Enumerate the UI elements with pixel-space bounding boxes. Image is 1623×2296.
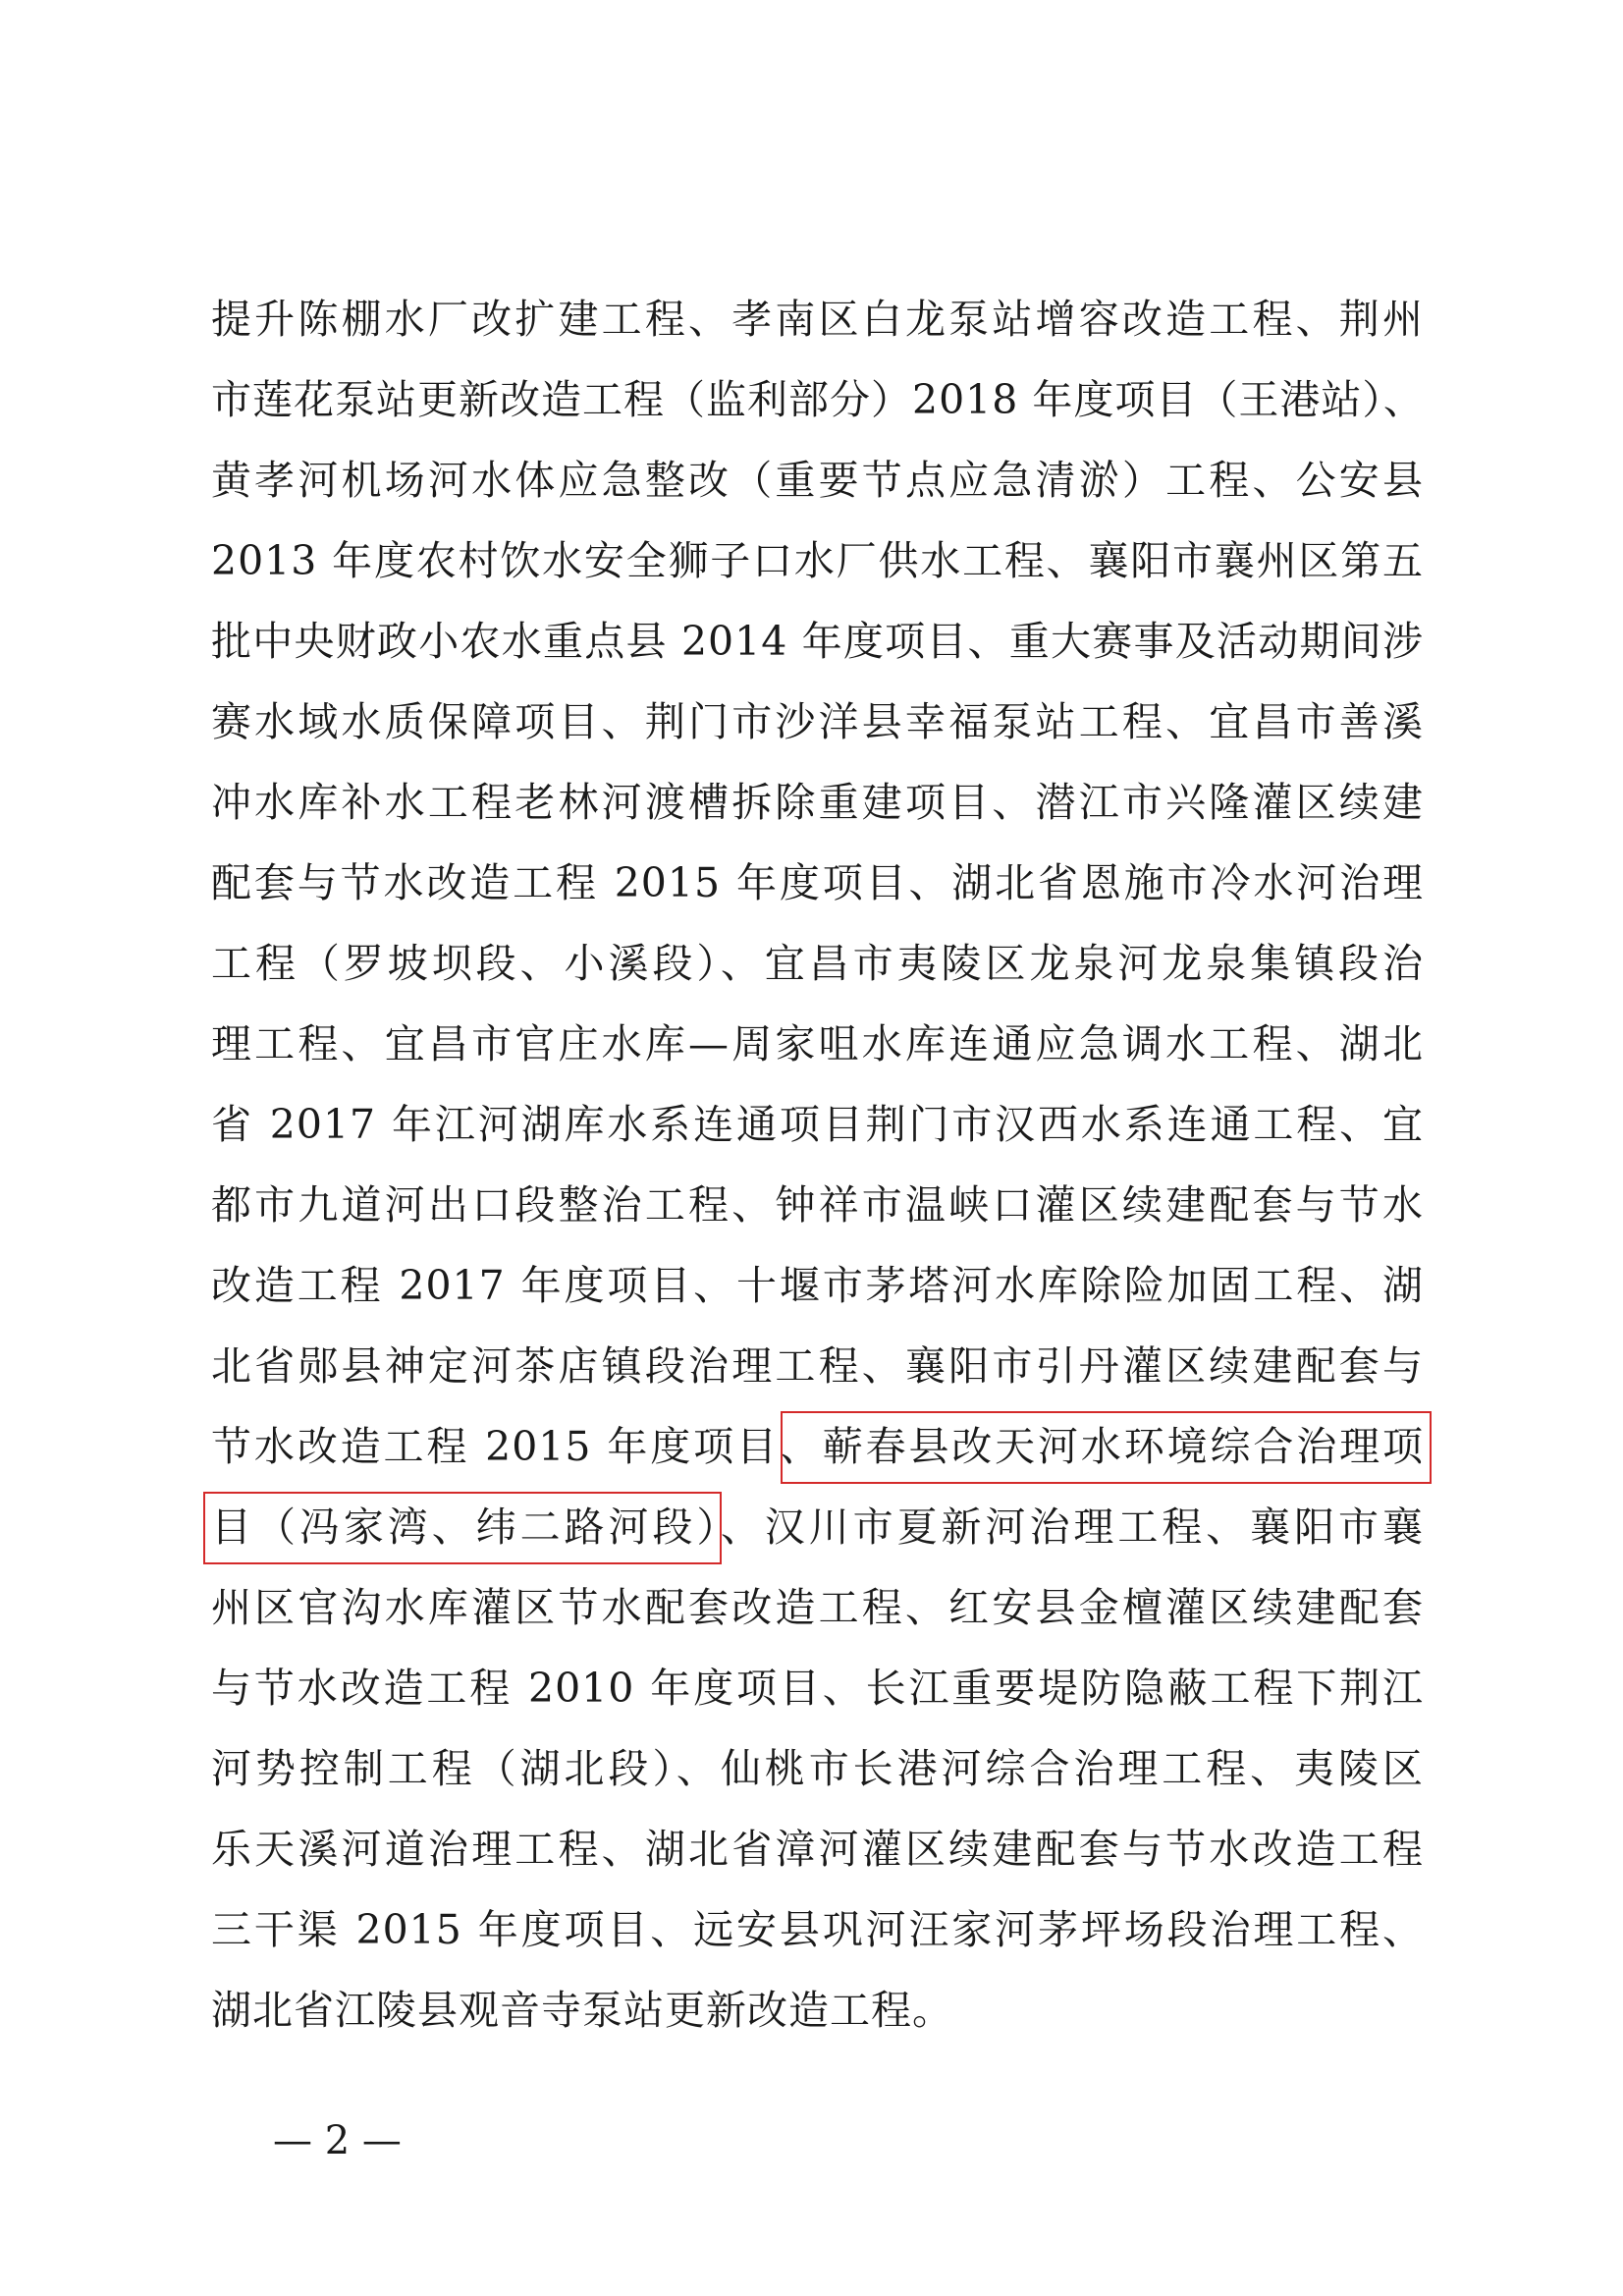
body-line: 与节水改造工程 2010 年度项目、长江重要堤防隐蔽工程下荆江 bbox=[211, 1665, 1424, 1712]
body-line: 目（冯家湾、纬二路河段）、汉川市夏新河治理工程、襄阳市襄 bbox=[211, 1503, 1424, 1551]
body-line-last: 湖北省江陵县观音寺泵站更新改造工程。 bbox=[211, 1987, 953, 2034]
body-line: 冲水库补水工程老林河渡槽拆除重建项目、潜江市兴隆灌区续建 bbox=[211, 779, 1424, 826]
body-line: 北省郧县神定河茶店镇段治理工程、襄阳市引丹灌区续建配套与 bbox=[211, 1342, 1424, 1390]
body-line: 乐天溪河道治理工程、湖北省漳河灌区续建配套与节水改造工程 bbox=[211, 1826, 1424, 1873]
page-number: — 2 — bbox=[273, 2118, 402, 2163]
body-line: 工程（罗坡坝段、小溪段）、宜昌市夷陵区龙泉河龙泉集镇段治 bbox=[211, 940, 1424, 987]
body-line: 改造工程 2017 年度项目、十堰市茅塔河水库除险加固工程、湖 bbox=[211, 1262, 1424, 1309]
body-line: 赛水域水质保障项目、荆门市沙洋县幸福泵站工程、宜昌市善溪 bbox=[211, 698, 1424, 745]
body-line: 配套与节水改造工程 2015 年度项目、湖北省恩施市冷水河治理 bbox=[211, 859, 1424, 906]
body-line: 都市九道河出口段整治工程、钟祥市温峡口灌区续建配套与节水 bbox=[211, 1181, 1424, 1229]
body-line: 提升陈棚水厂改扩建工程、孝南区白龙泵站增容改造工程、荆州 bbox=[211, 296, 1424, 343]
body-line: 节水改造工程 2015 年度项目、蕲春县改天河水环境综合治理项 bbox=[211, 1423, 1424, 1470]
body-line: 批中央财政小农水重点县 2014 年度项目、重大赛事及活动期间涉 bbox=[211, 618, 1424, 665]
body-line: 三干渠 2015 年度项目、远安县巩河汪家河茅坪场段治理工程、 bbox=[211, 1906, 1424, 1953]
body-line: 州区官沟水库灌区节水配套改造工程、红安县金檀灌区续建配套 bbox=[211, 1584, 1424, 1631]
highlight-box-lower bbox=[203, 1492, 722, 1564]
body-line: 市莲花泵站更新改造工程（监利部分）2018 年度项目（王港站）、 bbox=[211, 376, 1425, 423]
body-line: 黄孝河机场河水体应急整改（重要节点应急清淤）工程、公安县 bbox=[211, 457, 1424, 504]
highlight-box-upper bbox=[781, 1411, 1432, 1484]
body-line: 理工程、宜昌市官庄水库—周家咀水库连通应急调水工程、湖北 bbox=[211, 1020, 1424, 1067]
body-line: 2013 年度农村饮水安全狮子口水厂供水工程、襄阳市襄州区第五 bbox=[211, 537, 1424, 584]
body-line: 河势控制工程（湖北段）、仙桃市长港河综合治理工程、夷陵区 bbox=[211, 1745, 1424, 1792]
body-line: 省 2017 年江河湖库水系连通项目荆门市汉西水系连通工程、宜 bbox=[211, 1101, 1424, 1148]
